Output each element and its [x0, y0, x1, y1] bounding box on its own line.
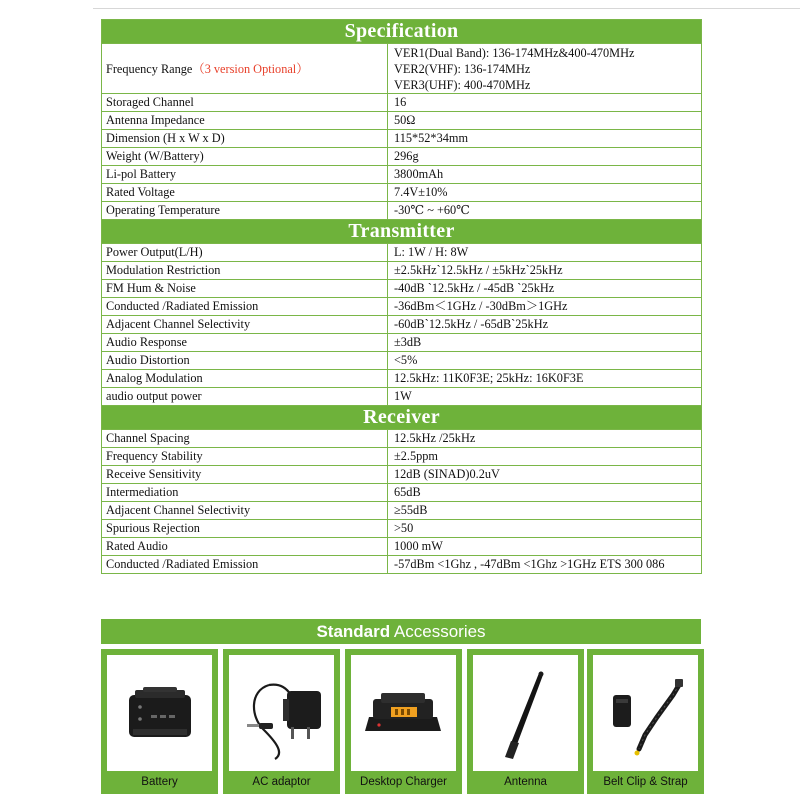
battery-pack-icon — [107, 655, 212, 771]
table-row — [102, 112, 702, 130]
row-value: 115*52*34mm — [388, 130, 702, 148]
row-label: Operating Temperature — [102, 202, 388, 220]
row-label: Power Output(L/H) — [102, 244, 388, 262]
table-row — [102, 130, 702, 148]
accessories-title-rest: Accessories — [390, 622, 486, 641]
row-label: Receive Sensitivity — [102, 466, 388, 484]
accessory-label: Desktop Charger — [360, 776, 447, 788]
row-label: audio output power — [102, 388, 388, 406]
section-title: Receiver — [102, 406, 702, 430]
row-value: L: 1W / H: 8W — [388, 244, 702, 262]
row-label: Audio Distortion — [102, 352, 388, 370]
row-label: Conducted /Radiated Emission — [102, 298, 388, 316]
section-title: Transmitter — [102, 220, 702, 244]
top-divider — [93, 8, 800, 9]
table-row — [102, 44, 702, 94]
accessory-label: AC adaptor — [252, 776, 311, 788]
row-value: 12dB (SINAD)0.2uV — [388, 466, 702, 484]
row-label: Adjacent Channel Selectivity — [102, 316, 388, 334]
accessory-label: Belt Clip & Strap — [603, 776, 688, 788]
table-row — [102, 538, 702, 556]
table-row — [102, 244, 702, 262]
section-header-transmitter — [102, 220, 702, 244]
row-value: 65dB — [388, 484, 702, 502]
row-value: -40dB `12.5kHz / -45dB `25kHz — [388, 280, 702, 298]
table-row — [102, 448, 702, 466]
table-row — [102, 388, 702, 406]
row-value: ±2.5ppm — [388, 448, 702, 466]
desktop-charger-icon — [351, 655, 456, 771]
row-label: Dimension (H x W x D) — [102, 130, 388, 148]
table-row — [102, 502, 702, 520]
table-row — [102, 370, 702, 388]
row-value: -57dBm <1Ghz , -47dBm <1Ghz >1GHz ETS 300 086 — [388, 556, 702, 574]
accessory-card-antenna — [467, 649, 584, 794]
row-value: 12.5kHz /25kHz — [388, 430, 702, 448]
row-label: Weight (W/Battery) — [102, 148, 388, 166]
table-row — [102, 262, 702, 280]
table-row — [102, 556, 702, 574]
row-label: Adjacent Channel Selectivity — [102, 502, 388, 520]
row-label: Li-pol Battery — [102, 166, 388, 184]
row-label: Rated Audio — [102, 538, 388, 556]
row-value: ±3dB — [388, 334, 702, 352]
value-line: VER3(UHF): 400-470MHz — [394, 77, 531, 92]
row-value: -36dBm＜1GHz / -30dBm＞1GHz — [388, 298, 702, 316]
accessory-image-frame — [473, 655, 578, 788]
row-value: 1W — [388, 388, 702, 406]
row-label: Conducted /Radiated Emission — [102, 556, 388, 574]
row-label: Frequency Range（3 version Optional） — [102, 44, 388, 94]
table-row — [102, 520, 702, 538]
table-row — [102, 352, 702, 370]
row-label: Storaged Channel — [102, 94, 388, 112]
section-title: Specification — [102, 20, 702, 44]
table-row — [102, 484, 702, 502]
row-label: Modulation Restriction — [102, 262, 388, 280]
row-value: 296g — [388, 148, 702, 166]
row-value: ≥55dB — [388, 502, 702, 520]
row-label: Antenna Impedance — [102, 112, 388, 130]
accessory-image-frame — [593, 655, 698, 788]
spec-table — [101, 19, 702, 574]
antenna-icon — [473, 655, 578, 771]
belt-clip-strap-icon — [593, 655, 698, 771]
table-row — [102, 184, 702, 202]
row-value: -60dB`12.5kHz / -65dB`25kHz — [388, 316, 702, 334]
row-value: >50 — [388, 520, 702, 538]
row-label: Rated Voltage — [102, 184, 388, 202]
row-label: Analog Modulation — [102, 370, 388, 388]
table-row — [102, 166, 702, 184]
row-value — [388, 44, 702, 94]
section-header-specification — [102, 20, 702, 44]
accessory-card-belt-clip-strap — [587, 649, 704, 794]
row-value: 16 — [388, 94, 702, 112]
section-header-receiver — [102, 406, 702, 430]
row-value: -30℃ ~ +60℃ — [388, 202, 702, 220]
row-value: 7.4V±10% — [388, 184, 702, 202]
row-value: ±2.5kHz`12.5kHz / ±5kHz`25kHz — [388, 262, 702, 280]
table-row — [102, 202, 702, 220]
row-value: <5% — [388, 352, 702, 370]
accessory-image-frame — [229, 655, 334, 788]
table-row — [102, 466, 702, 484]
accessory-card-ac-adaptor — [223, 649, 340, 794]
row-label: Audio Response — [102, 334, 388, 352]
accessory-image-frame — [351, 655, 456, 788]
accessory-label: Antenna — [504, 776, 547, 788]
row-label: Channel Spacing — [102, 430, 388, 448]
optional-note: （3 version Optional） — [192, 61, 309, 76]
value-line: VER1(Dual Band): 136-174MHz&400-470MHz — [394, 45, 635, 60]
table-row — [102, 298, 702, 316]
table-row — [102, 280, 702, 298]
row-label: Spurious Rejection — [102, 520, 388, 538]
row-value: 3800mAh — [388, 166, 702, 184]
row-value: 50Ω — [388, 112, 702, 130]
ac-adaptor-icon — [229, 655, 334, 771]
accessory-card-desktop-charger — [345, 649, 462, 794]
table-row — [102, 316, 702, 334]
table-row — [102, 94, 702, 112]
value-line: VER2(VHF): 136-174MHz — [394, 61, 531, 76]
table-row — [102, 430, 702, 448]
accessory-image-frame — [107, 655, 212, 788]
accessories-header — [101, 619, 701, 644]
accessories-title-bold: Standard — [316, 622, 391, 641]
table-row — [102, 148, 702, 166]
accessory-label: Battery — [141, 776, 178, 788]
row-label: FM Hum & Noise — [102, 280, 388, 298]
table-row — [102, 334, 702, 352]
spec-sheet — [101, 19, 701, 574]
accessory-card-battery — [101, 649, 218, 794]
row-label: Frequency Stability — [102, 448, 388, 466]
row-value: 1000 mW — [388, 538, 702, 556]
row-value: 12.5kHz: 11K0F3E; 25kHz: 16K0F3E — [388, 370, 702, 388]
row-label: Intermediation — [102, 484, 388, 502]
